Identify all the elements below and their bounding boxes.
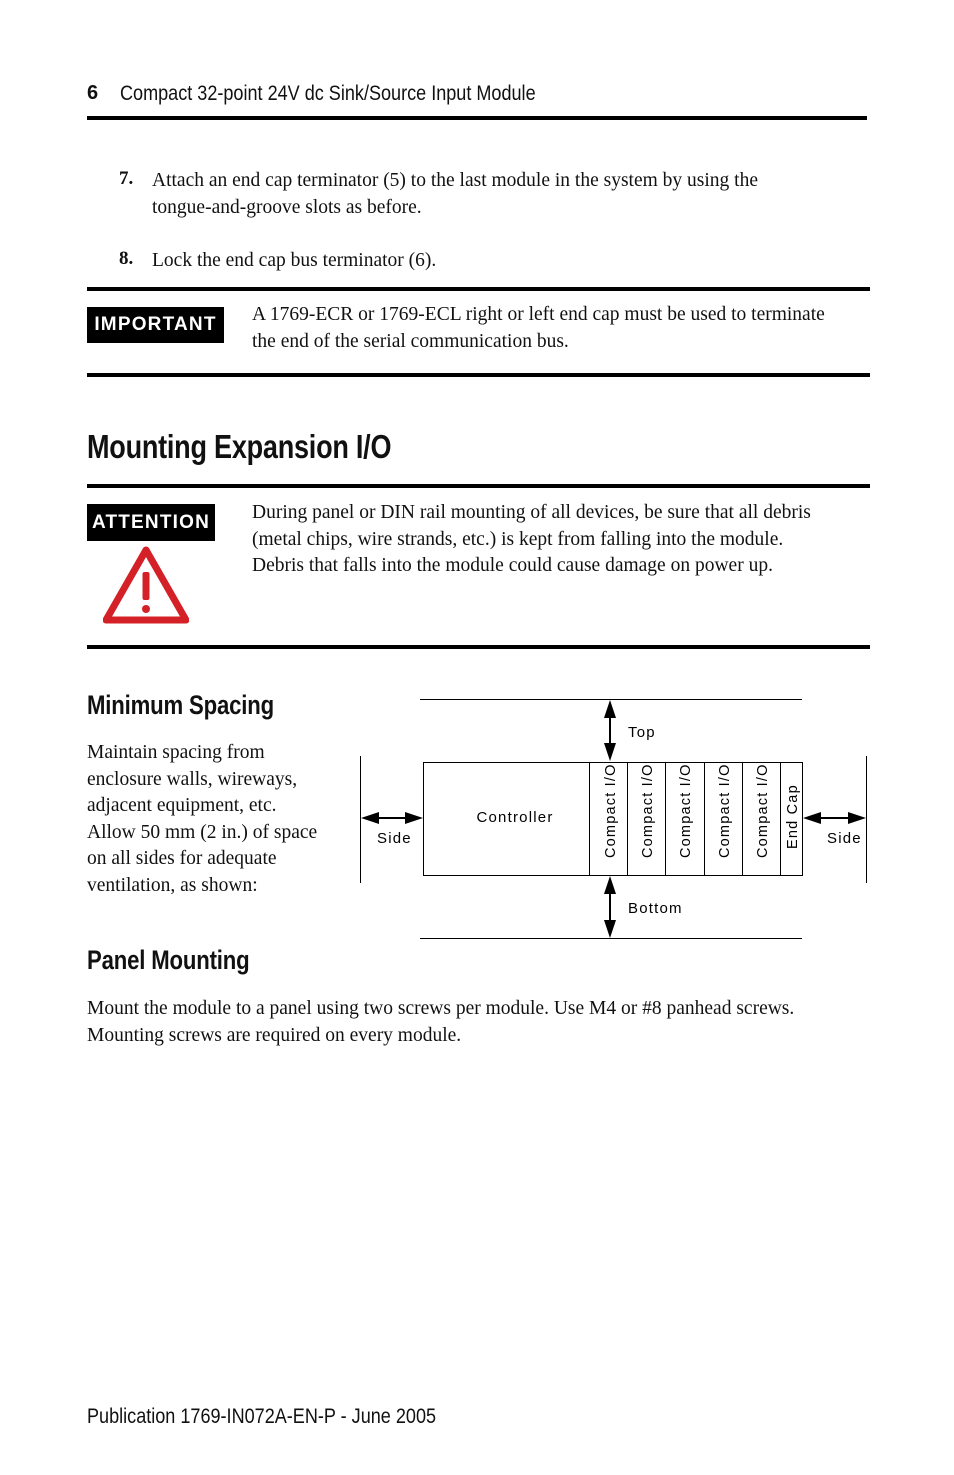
module-label: Compact I/O [678,763,694,858]
step-text-line: tongue-and-groove slots as before. [152,197,422,218]
end-cap-label: End Cap [785,784,801,849]
step-number: 7. [119,168,134,189]
step-text-line: Lock the end cap bus terminator (6). [152,250,437,271]
panel-mounting-text [87,996,877,1049]
left-side-label: Side [377,830,412,847]
important-text-line: A 1769-ECR or 1769-ECL right or left end cap must be used to terminate [252,304,825,325]
attention-text-line: During panel or DIN rail mounting of all devices, be sure that all debris [252,502,811,523]
right-spacing-arrow [803,812,866,824]
page-number: 6 [87,82,98,104]
module-label: Compact I/O [717,763,733,858]
left-spacing-arrow [361,812,423,824]
section-title: Mounting Expansion I/O [87,428,392,465]
minimum-spacing-line: on all sides for adequate [87,848,277,869]
right-side-label: Side [827,830,862,847]
module-label: Compact I/O [603,763,619,858]
step-text-line: Attach an end cap terminator (5) to the last module in the system by using the [152,170,758,191]
top-label: Top [628,724,656,741]
running-header-title: Compact 32-point 24V dc Sink/Source Input Module [120,82,536,105]
attention-label: ATTENTION [87,504,215,541]
step-number: 8. [119,248,134,269]
attention-text-line: Debris that falls into the module could cause damage on power up. [252,555,773,576]
minimum-spacing-line: Maintain spacing from [87,742,265,763]
publication-footer: Publication 1769-IN072A-EN-P - June 2005 [87,1405,437,1428]
important-text-line: the end of the serial communication bus. [252,330,569,352]
module-label: Compact I/O [755,763,771,858]
panel-mounting-line: Mount the module to a panel using two screws per module. Use M4 or #8 panhead screws. [87,998,795,1019]
minimum-spacing-heading: Minimum Spacing [87,690,274,720]
bottom-label: Bottom [628,900,683,917]
panel-mounting-line: Mounting screws are required on every module. [87,1024,462,1046]
bottom-spacing-arrow [604,876,616,938]
minimum-spacing-line: ventilation, as shown: [87,874,258,896]
minimum-spacing-line: adjacent equipment, etc. [87,795,277,816]
module-label: Compact I/O [640,763,656,858]
top-spacing-arrow [604,700,616,761]
controller-label: Controller [476,809,554,826]
minimum-spacing-line: enclosure walls, wireways, [87,768,298,790]
important-label: IMPORTANT [87,307,224,343]
minimum-spacing-line: Allow 50 mm (2 in.) of space [87,821,318,843]
panel-mounting-heading: Panel Mounting [87,945,250,975]
attention-text-line: (metal chips, wire strands, etc.) is kept from falling into the module. [252,528,784,550]
